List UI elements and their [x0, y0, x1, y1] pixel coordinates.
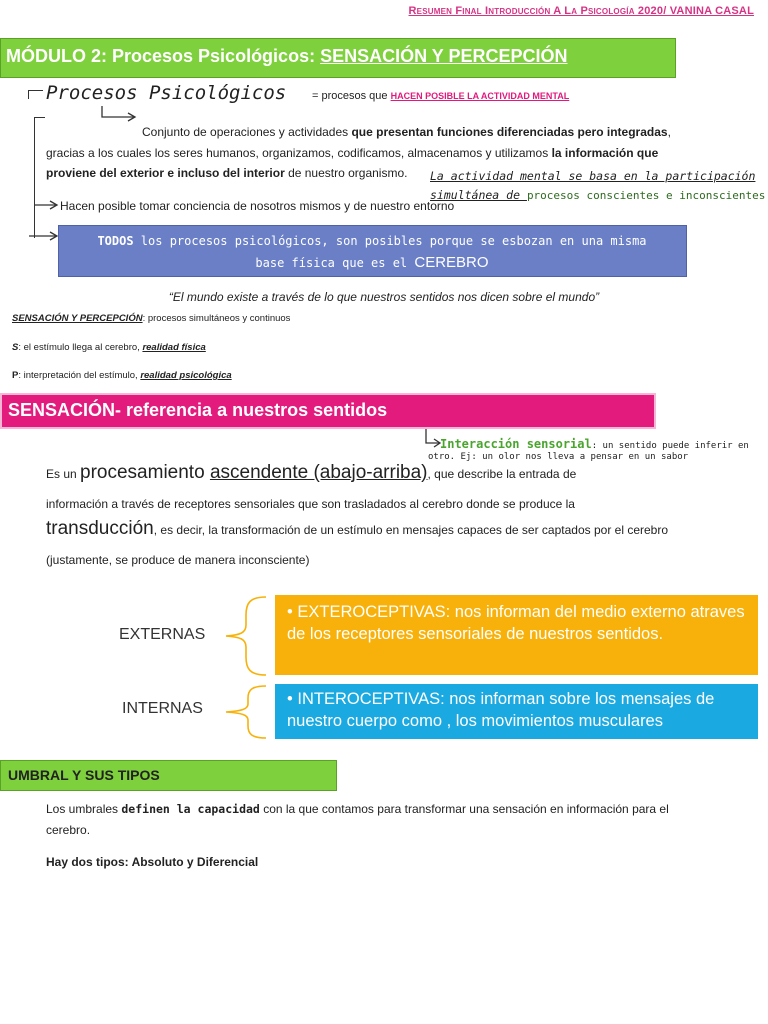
interoceptivas-box	[275, 684, 758, 739]
sensacion-heading: SENSACIÓN- referencia a nuestros sentidos	[8, 400, 388, 420]
proc-line1-d: , que describe la entrada de	[427, 467, 577, 481]
s-underline: realidad física	[142, 342, 206, 353]
conjunto-line-1	[142, 125, 671, 139]
brace-icon	[220, 684, 270, 740]
document-header: Resumen Final Introducción A La Psicología 2020/ VANINA CASAL	[408, 5, 754, 17]
bracket-outer	[28, 90, 43, 99]
conjunto-line-3	[46, 166, 407, 180]
todos-line2-text: base física que es el	[255, 256, 415, 270]
actividad-procesos: procesos conscientes e inconscientes	[526, 189, 766, 202]
bracket-left	[34, 117, 45, 238]
conjunto-comma: ,	[667, 125, 671, 139]
todos-cerebro: CEREBRO	[414, 254, 489, 271]
modulo-topic: SENSACIÓN Y PERCEPCIÓN	[320, 46, 568, 66]
todos-line-1	[62, 231, 682, 252]
externas-label: EXTERNAS	[119, 626, 206, 643]
procesos-definition	[312, 90, 569, 102]
umbral-text-a: Los umbrales	[46, 802, 122, 816]
s-label: S	[12, 342, 19, 353]
conciencia-text: Hacen posible tomar conciencia de nosotros mismos y de nuestro entorno	[60, 199, 455, 213]
umbral-bold: definen la capacidad	[121, 802, 260, 816]
umbral-tipos: Hay dos tipos: Absoluto y Diferencial	[46, 855, 259, 869]
s-line	[12, 342, 206, 353]
procesos-title: Procesos Psicológicos	[46, 82, 287, 104]
actividad-line-1: La actividad mental se basa en la participación	[430, 169, 756, 183]
proc-line1-c: ascendente (abajo-arriba)	[209, 462, 428, 483]
conjunto-text-2: gracias a los cuales los seres humanos, organizamos, codificamos, almacenamos y utilizamos	[46, 146, 552, 160]
conjunto-bold-3: proviene del exterior e incluso del interior	[46, 166, 285, 180]
umbral-line-2: cerebro.	[46, 823, 91, 837]
interaccion-line-2: otro. Ej: un olor nos lleva a pensar en un sabor	[428, 452, 689, 462]
arrow-icon	[96, 104, 140, 124]
transduccion-text: , es decir, la transformación de un estímulo en mensajes capaces de ser captados por el cerebro	[153, 523, 669, 537]
todos-text	[62, 231, 682, 274]
interoceptivas-item: • INTEROCEPTIVAS: nos informan sobre los mensajes de nuestro cuerpo como , los movimientos musculares	[287, 690, 715, 730]
brace-icon	[220, 595, 270, 677]
p-underline: realidad psicológica	[140, 370, 232, 381]
umbral-text-c: con la que contamos para transformar una sensación en información para el	[259, 802, 669, 816]
p-line	[12, 370, 232, 381]
modulo-title	[6, 46, 567, 67]
conjunto-text-3: de nuestro organismo.	[284, 166, 408, 180]
todos-line1-text: los procesos psicológicos, son posibles porque se esbozan en una misma	[133, 234, 647, 248]
procesamiento-line-3	[46, 518, 668, 540]
procesos-def-highlight: HACEN POSIBLE LA ACTIVIDAD MENTAL	[390, 91, 570, 101]
p-label: P	[12, 370, 19, 381]
interaccion-line-1	[440, 435, 749, 453]
sp-text: : procesos simultáneos y continuos	[142, 313, 291, 324]
conjunto-bold: que presentan funciones diferenciadas pero integradas	[351, 125, 668, 139]
sp-line	[12, 313, 290, 324]
sp-label: SENSACIÓN Y PERCEPCIÓN	[12, 313, 143, 324]
procesamiento-line-2: información a través de receptores sensoriales que son trasladados al cerebro donde se produce la	[46, 497, 575, 511]
actividad-line-2	[430, 186, 765, 204]
transduccion: transducción	[46, 518, 154, 539]
umbral-heading: UMBRAL Y SUS TIPOS	[8, 767, 160, 783]
p-text: : interpretación del estímulo,	[18, 370, 141, 381]
exteroceptivas-text: EXTEROCEPTIVAS: nos informan del medio externo atraves de los receptores sensoriales de nuestros sentidos.	[287, 603, 745, 643]
exteroceptivas-item: • EXTEROCEPTIVAS: nos informan del medio externo atraves de los receptores sensoriales de nuestros sentidos.	[287, 603, 745, 643]
arrow-icon	[34, 198, 60, 212]
conjunto-text: Conjunto de operaciones y actividades	[142, 125, 352, 139]
todos-line-2	[62, 252, 682, 274]
procesamiento-line-1	[46, 462, 576, 484]
procesos-def-prefix: = procesos que	[312, 90, 391, 102]
conjunto-bold-2: la información que	[551, 146, 659, 160]
exteroceptivas-box	[275, 595, 758, 675]
proc-line1-b: procesamiento	[80, 462, 210, 483]
todos-bold: TODOS	[97, 234, 134, 248]
proc-line1-a: Es un	[46, 467, 81, 481]
s-text: : el estímulo llega al cerebro,	[18, 342, 143, 353]
modulo-prefix: MÓDULO 2: Procesos Psicológicos:	[6, 46, 321, 66]
procesamiento-line-4: (justamente, se produce de manera inconsciente)	[46, 553, 310, 567]
interaccion-text-1: : un sentido puede inferir en	[591, 441, 749, 451]
internas-label: INTERNAS	[122, 700, 203, 717]
interaccion-label: Interacción sensorial	[440, 437, 592, 451]
interoceptivas-text: INTEROCEPTIVAS: nos informan sobre los mensajes de nuestro cuerpo como , los movimientos musculares	[287, 690, 715, 730]
arrow-icon	[28, 228, 60, 242]
conjunto-line-2	[46, 146, 658, 160]
umbral-line-1	[46, 802, 669, 816]
quote: “El mundo existe a través de lo que nuestros sentidos nos dicen sobre el mundo”	[168, 290, 600, 304]
actividad-simultanea: simultánea de	[430, 188, 527, 202]
